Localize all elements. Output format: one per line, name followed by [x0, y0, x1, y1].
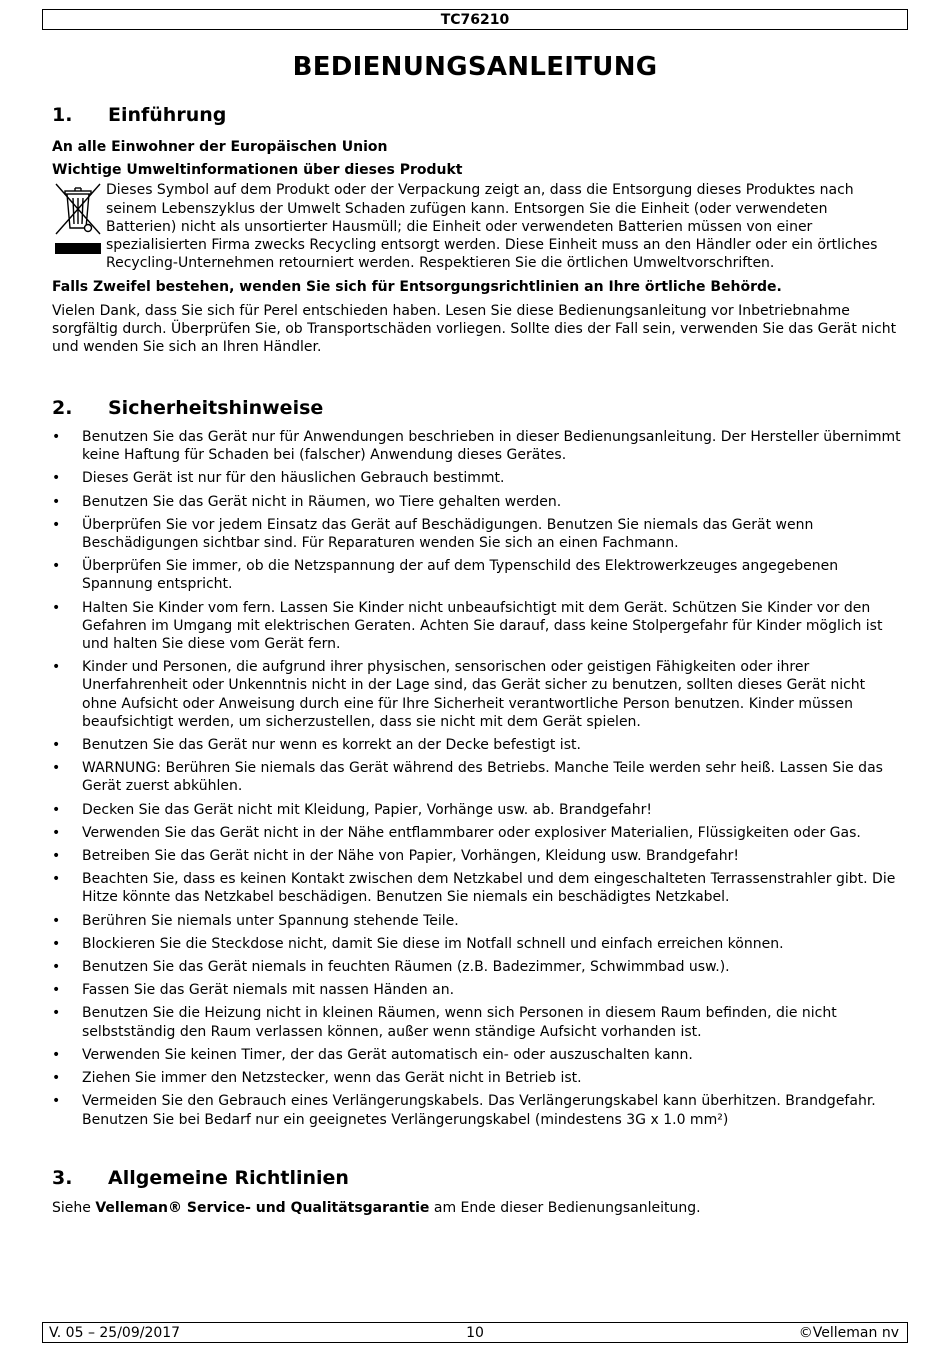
- list-item: • Dieses Gerät ist nur für den häuslichen Gebrauch bestimmt.: [52, 469, 902, 487]
- section-2-title: Sicherheitshinweise: [108, 397, 324, 419]
- environment-info-heading: Wichtige Umweltinformationen über dieses Produkt: [52, 162, 463, 179]
- list-item: • WARNUNG: Berühren Sie niemals das Gerät während des Betriebs. Manche Teile werden sehr heiß. Lassen Sie das Gerät zuerst abkühlen.: [52, 759, 902, 795]
- footer-copyright: ©Velleman nv: [798, 1325, 899, 1341]
- page-footer: [42, 1322, 908, 1343]
- list-item: • Verwenden Sie keinen Timer, der das Gerät automatisch ein- oder auszuschalten kann.: [52, 1046, 902, 1064]
- list-item: • Verwenden Sie das Gerät nicht in der Nähe entflammbarer oder explosiver Materialien, Flüssigkeiten oder Gas.: [52, 824, 902, 842]
- list-item: • Beachten Sie, dass es keinen Kontakt zwischen dem Netzkabel und dem eingeschalteten Terrassenstrahler gibt. Die Hitze könnte das Netzkabel beschädigen. Benutzen Sie niemals ein beschädigtes Netzkabel.: [52, 870, 902, 906]
- list-item: • Berühren Sie niemals unter Spannung stehende Teile.: [52, 912, 902, 930]
- section-1-heading: [52, 104, 902, 126]
- disposal-doubt-note: Falls Zweifel bestehen, wenden Sie sich für Entsorgungsrichtlinien an Ihre örtliche Behörde.: [52, 279, 782, 296]
- weee-block: [52, 181, 902, 272]
- list-item: • Benutzen Sie das Gerät nur für Anwendungen beschrieben in dieser Bedienungsanleitung. Der Hersteller übernimmt keine Haftung für Schaden bei (falscher) Anwendung dieses Gerätes.: [52, 428, 902, 464]
- list-item: • Benutzen Sie die Heizung nicht in kleinen Räumen, wenn sich Personen in diesem Raum befinden, die nicht selbstständig den Raum verlassen können, außer wenn ständige Aufsicht vorhanden ist.: [52, 1004, 902, 1040]
- section-general: [52, 1167, 902, 1217]
- guarantee-text-pre: Siehe: [52, 1200, 96, 1216]
- crossed-bin-icon: [52, 182, 104, 260]
- eu-residents-heading: An alle Einwohner der Europäischen Union: [52, 139, 388, 155]
- list-item: • Benutzen Sie das Gerät nur wenn es korrekt an der Decke befestigt ist.: [52, 736, 902, 754]
- list-item: • Decken Sie das Gerät nicht mit Kleidung, Papier, Vorhänge usw. ab. Brandgefahr!: [52, 801, 902, 819]
- list-item: • Überprüfen Sie immer, ob die Netzspannung der auf dem Typenschild des Elektrowerkzeuges angegebenen Spannung entspricht.: [52, 557, 902, 593]
- document-title: BEDIENUNGSANLEITUNG: [292, 52, 658, 82]
- section-3-title: Allgemeine Richtlinien: [108, 1167, 349, 1189]
- list-item: • Halten Sie Kinder vom fern. Lassen Sie Kinder nicht unbeaufsichtigt mit dem Gerät. Schützen Sie Kinder vor den Gefahren im Umgang mit elektrischen Geraten. Achten Sie darauf, dass keine Stolpergefahr für Kinder möglich ist und halten Sie diese vom Gerät fern.: [52, 599, 902, 654]
- weee-description: Dieses Symbol auf dem Produkt oder der Verpackung zeigt an, dass die Entsorgung dieses Produktes nach seinem Lebenszyklus der Umwelt Schaden zufügen kann. Entsorgen Sie die Einheit (oder verwendeten Batterien) nicht als unsortierter Hausmüll; die Einheit oder verwendeten Batterien müssen von einer spezialisierten Firma zwecks Recycling entsorgt werden. Diese Einheit muss an den Händler oder ein örtliches Recycling-Unternehmen retourniert werden. Respektieren Sie die örtlichen Umweltvorschriften.: [106, 182, 878, 272]
- guarantee-reference: [52, 1199, 902, 1217]
- section-1-title: Einführung: [108, 104, 227, 126]
- list-item: • Ziehen Sie immer den Netzstecker, wenn das Gerät nicht in Betrieb ist.: [52, 1069, 902, 1087]
- section-2-heading: [52, 397, 902, 419]
- list-item: • Blockieren Sie die Steckdose nicht, damit Sie diese im Notfall schnell und einfach erreichen können.: [52, 935, 902, 953]
- section-1-number: 1.: [52, 104, 73, 126]
- safety-list: [52, 428, 902, 1129]
- list-item: • Benutzen Sie das Gerät niemals in feuchten Räumen (z.B. Badezimmer, Schwimmbad usw.).: [52, 958, 902, 976]
- list-item: • Fassen Sie das Gerät niemals mit nassen Händen an.: [52, 981, 902, 999]
- thank-you-paragraph: Vielen Dank, dass Sie sich für Perel entschieden haben. Lesen Sie diese Bedienungsanleitung vor Inbetriebnahme sorgfältig durch. Überprüfen Sie, ob Transportschäden vorliegen. Sollte dies der Fall sein, verwenden Sie das Gerät nicht und wenden Sie sich an Ihren Händler.: [52, 302, 897, 356]
- section-3-number: 3.: [52, 1167, 73, 1189]
- header-model: TC76210: [42, 9, 908, 30]
- guarantee-name: Velleman® Service- und Qualitätsgarantie: [95, 1200, 430, 1216]
- section-2-number: 2.: [52, 397, 73, 419]
- footer-page-number: 10: [466, 1325, 484, 1341]
- guarantee-text-post: am Ende dieser Bedienungsanleitung.: [429, 1200, 701, 1216]
- list-item: • Kinder und Personen, die aufgrund ihrer physischen, sensorischen oder geistigen Fähigkeiten oder ihrer Unerfahrenheit oder Unkenntnis nicht in der Lage sind, das Gerät sicher zu benutzen, sollten dieses Gerät nicht ohne Aufsicht oder Anweisung durch eine für Ihre Sicherheit verantwortliche Person benutzen. Kinder müssen beaufsichtigt werden, um sicherzustellen, dass sie nicht mit dem Gerät spielen.: [52, 658, 902, 731]
- section-introduction: [52, 104, 902, 356]
- list-item: • Benutzen Sie das Gerät nicht in Räumen, wo Tiere gehalten werden.: [52, 493, 902, 511]
- list-item: • Vermeiden Sie den Gebrauch eines Verlängerungskabels. Das Verlängerungskabel kann überhitzen. Brandgefahr. Benutzen Sie bei Bedarf nur ein geeignetes Verlängerungskabel (mindestens 3G x 1.0 mm²): [52, 1092, 902, 1128]
- footer-version: V. 05 – 25/09/2017: [49, 1325, 181, 1341]
- list-item: • Betreiben Sie das Gerät nicht in der Nähe von Papier, Vorhängen, Kleidung usw. Brandgefahr!: [52, 847, 902, 865]
- section-safety: [52, 397, 902, 1134]
- list-item: • Überprüfen Sie vor jedem Einsatz das Gerät auf Beschädigungen. Benutzen Sie niemals das Gerät wenn Beschädigungen sichtbar sind. Für Reparaturen wenden Sie sich an einen Fachmann.: [52, 516, 902, 552]
- section-3-heading: [52, 1167, 902, 1189]
